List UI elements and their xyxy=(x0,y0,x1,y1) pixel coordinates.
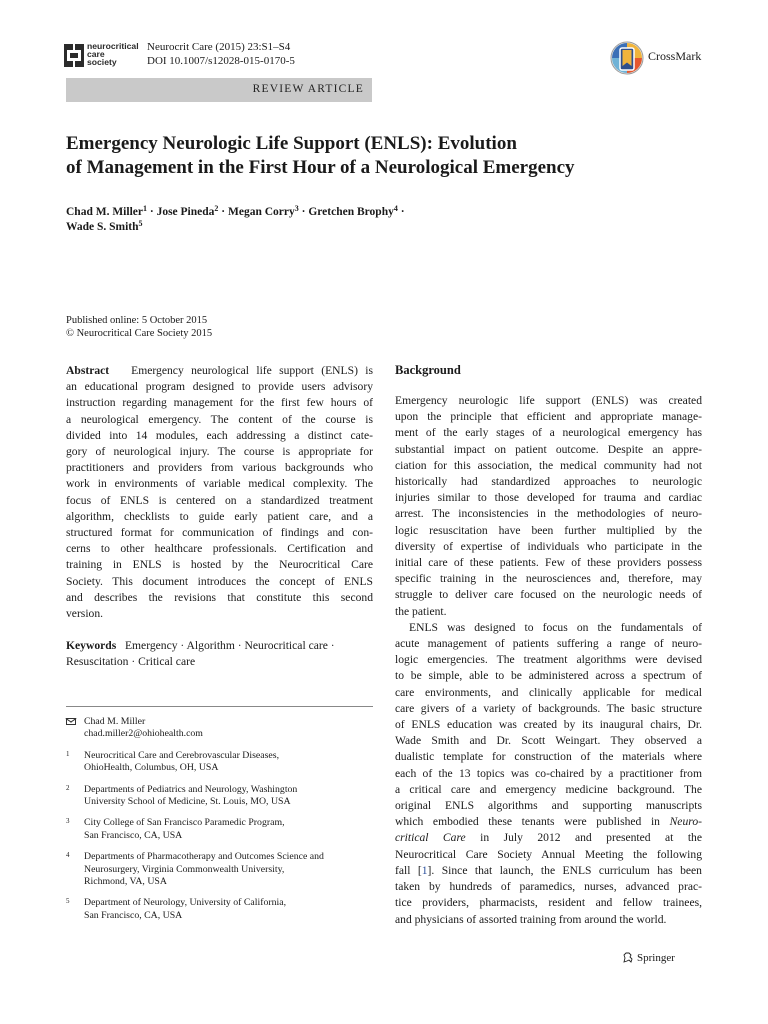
article-title xyxy=(66,132,706,180)
abstract-line: cerns to other healthcare professionals. Certification and xyxy=(66,542,373,556)
crossmark-icon xyxy=(610,38,644,78)
keywords-line: Resuscitation · Critical care xyxy=(66,655,196,669)
paragraph: ENLS was designed to focus on the fundamentals of acute management of patients suffering a range of neuro- logic emergencies. The treatment algorithms were devised to be simple, able to be administered across a spectrum of care environments, and clinically applicable for medical care givers of a variety of backgrounds. The basic structure of ENLS education was created by its inaugural chairs, Dr. Wade Smith and Dr. Scott Weingart. They observed a dualistic template for construction of the materials where each of the 13 topics was co-chaired by a practitioner from a critical care and emergency medicine background. The original ENLS algorithms and supporting manuscripts which embodied these tenants were published in Neuro- critical Care in July 2012 and presented at the Neurocritical Care Society Annual Meeting the following fall [1]. Since that launch, the ENLS curriculum has been taken by hundreds of paramedics, nurses, advanced prac- tice providers, pharmacists, resident and fellow trainees, and physicians of assorted training from around the world. xyxy=(395,620,703,926)
author-separator: · xyxy=(298,206,309,218)
paragraph: Emergency neurologic life support (ENLS) was created upon the principle that efficient and appropriate manage- ment of the early stages of a neurological emergency has substantial impact on patient outcome. Despite an appre- ciation for this association, the medical community had not historically had standardized approaches to neurologic injuries similar to those developed for trauma and cardiac arrest. The inconsistencies in the methodologies of neuro- logic resuscitation have been further multiplied by the diversity of expertise of individuals who participate in the initial care of these patients. Few of these providers possess specific training in the neurosciences and, therefore, may struggle to deliver care focused on the neurologic needs of the patient. xyxy=(395,394,702,618)
publisher-name: Springer xyxy=(637,952,675,964)
affiliation: 5 Department of Neurology, University of California, San Francisco, CA, USA xyxy=(66,897,287,921)
abstract-label: Abstract xyxy=(66,364,110,377)
reference-link[interactable]: 1 xyxy=(421,863,428,877)
abstract-line: version. xyxy=(66,607,104,621)
author-separator: · xyxy=(146,206,157,218)
author-separator: · xyxy=(218,206,228,218)
abstract-line: and describes the revisions that constitute this second xyxy=(66,590,373,604)
keywords-label: Keywords xyxy=(66,639,117,652)
corresponding-author xyxy=(66,716,373,741)
article-type-label: REVIEW ARTICLE xyxy=(252,83,364,95)
abstract-line: a neurological emergency. The content of the course is xyxy=(66,412,373,426)
envelope-icon xyxy=(66,718,76,725)
author-name[interactable]: Jose Pineda xyxy=(156,206,215,218)
springer-horse-icon xyxy=(622,952,634,963)
abstract-line: Society. This document introduces the concept of ENLS xyxy=(66,574,373,588)
abstract-line: an educational program designed to provide users advisory xyxy=(66,380,373,394)
abstract-line: structured format for communication of findings and con- xyxy=(66,526,373,540)
footnote-divider xyxy=(66,706,373,707)
affiliation: 2 Departments of Pediatrics and Neurology, Washington University School of Medicine, St. Louis, MO, USA xyxy=(66,783,298,808)
author-name[interactable]: Wade S. Smith xyxy=(66,220,139,233)
abstract-line: focus of ENLS is centered on a standardized treatment xyxy=(66,493,373,507)
abstract-line: practitioners and providers from various backgrounds who xyxy=(66,461,373,475)
article-title-line: of Management in the First Hour of a Neurological Emergency xyxy=(66,157,575,178)
keywords-line: Keywords Emergency · Algorithm · Neurocritical care · xyxy=(66,639,335,652)
society-logo xyxy=(64,42,144,70)
crossmark-label: CrossMark xyxy=(648,49,702,63)
author-name[interactable]: Megan Corry xyxy=(228,206,295,218)
affiliation: 3 City College of San Francisco Paramedic Program, San Francisco, CA, USA xyxy=(66,817,285,841)
author-affiliation-mark: 5 xyxy=(138,218,143,228)
doi-link[interactable]: DOI 10.1007/s12028-015-0170-5 xyxy=(147,55,295,67)
society-logo-mark-icon xyxy=(64,44,84,67)
affiliation: 4 Departments of Pharmacotherapy and Outcomes Science and Neurosurgery, Virginia Commonwealth University, Richmond, VA, USA xyxy=(66,851,324,888)
corresponding-author-name: Chad M. Miller xyxy=(84,716,146,727)
keywords xyxy=(66,638,373,670)
article-type-banner xyxy=(66,78,372,102)
publisher-logo xyxy=(622,952,675,964)
author-list xyxy=(66,205,706,234)
abstract xyxy=(66,363,373,622)
journal-citation: Neurocrit Care (2015) 23:S1–S4 xyxy=(147,41,291,53)
abstract-line: instruction regarding management for the first few hours of xyxy=(66,396,373,410)
abstract-line: divided into 14 modules, each addressing a distinct cate- xyxy=(66,428,373,442)
society-logo-text: neurocritical care society xyxy=(87,41,139,68)
author-affiliation-mark: 1 xyxy=(142,204,147,213)
abstract-line: algorithm, checklists to guide early patient care, and a xyxy=(66,509,373,523)
author-affiliation-mark: 2 xyxy=(214,204,219,213)
background-body xyxy=(395,393,702,928)
publication-info xyxy=(66,315,212,340)
author-affiliation-mark: 3 xyxy=(294,204,299,213)
copyright: © Neurocritical Care Society 2015 xyxy=(66,327,213,339)
published-date: Published online: 5 October 2015 xyxy=(66,315,208,326)
author-separator: · xyxy=(397,206,405,218)
journal-name: Neuro- xyxy=(669,815,702,829)
abstract-line: Abstract Emergency neurological life support (ENLS) is xyxy=(66,364,374,377)
author-name[interactable]: Chad M. Miller xyxy=(66,206,143,218)
author-affiliation-mark: 4 xyxy=(393,204,398,213)
author-name[interactable]: Gretchen Brophy xyxy=(308,206,394,218)
journal-name: critical Care xyxy=(395,831,466,845)
affiliation: 1 Neurocritical Care and Cerebrovascular Diseases, OhioHealth, Columbus, OH, USA xyxy=(66,749,280,774)
corresponding-author-email[interactable]: chad.miller2@ohiohealth.com xyxy=(84,728,203,740)
abstract-line: gory of neurological injury. The course is appropriate for xyxy=(66,445,373,459)
abstract-line: training in ENLS is hosted by the Neurocritical Care xyxy=(66,558,373,572)
abstract-line: work in environments of variable medical complexity. The xyxy=(66,477,373,491)
article-title-line: Emergency Neurologic Life Support (ENLS): Evolution xyxy=(66,133,517,154)
section-heading: Background xyxy=(395,363,461,377)
crossmark-badge[interactable] xyxy=(610,38,720,78)
affiliations xyxy=(66,716,373,931)
